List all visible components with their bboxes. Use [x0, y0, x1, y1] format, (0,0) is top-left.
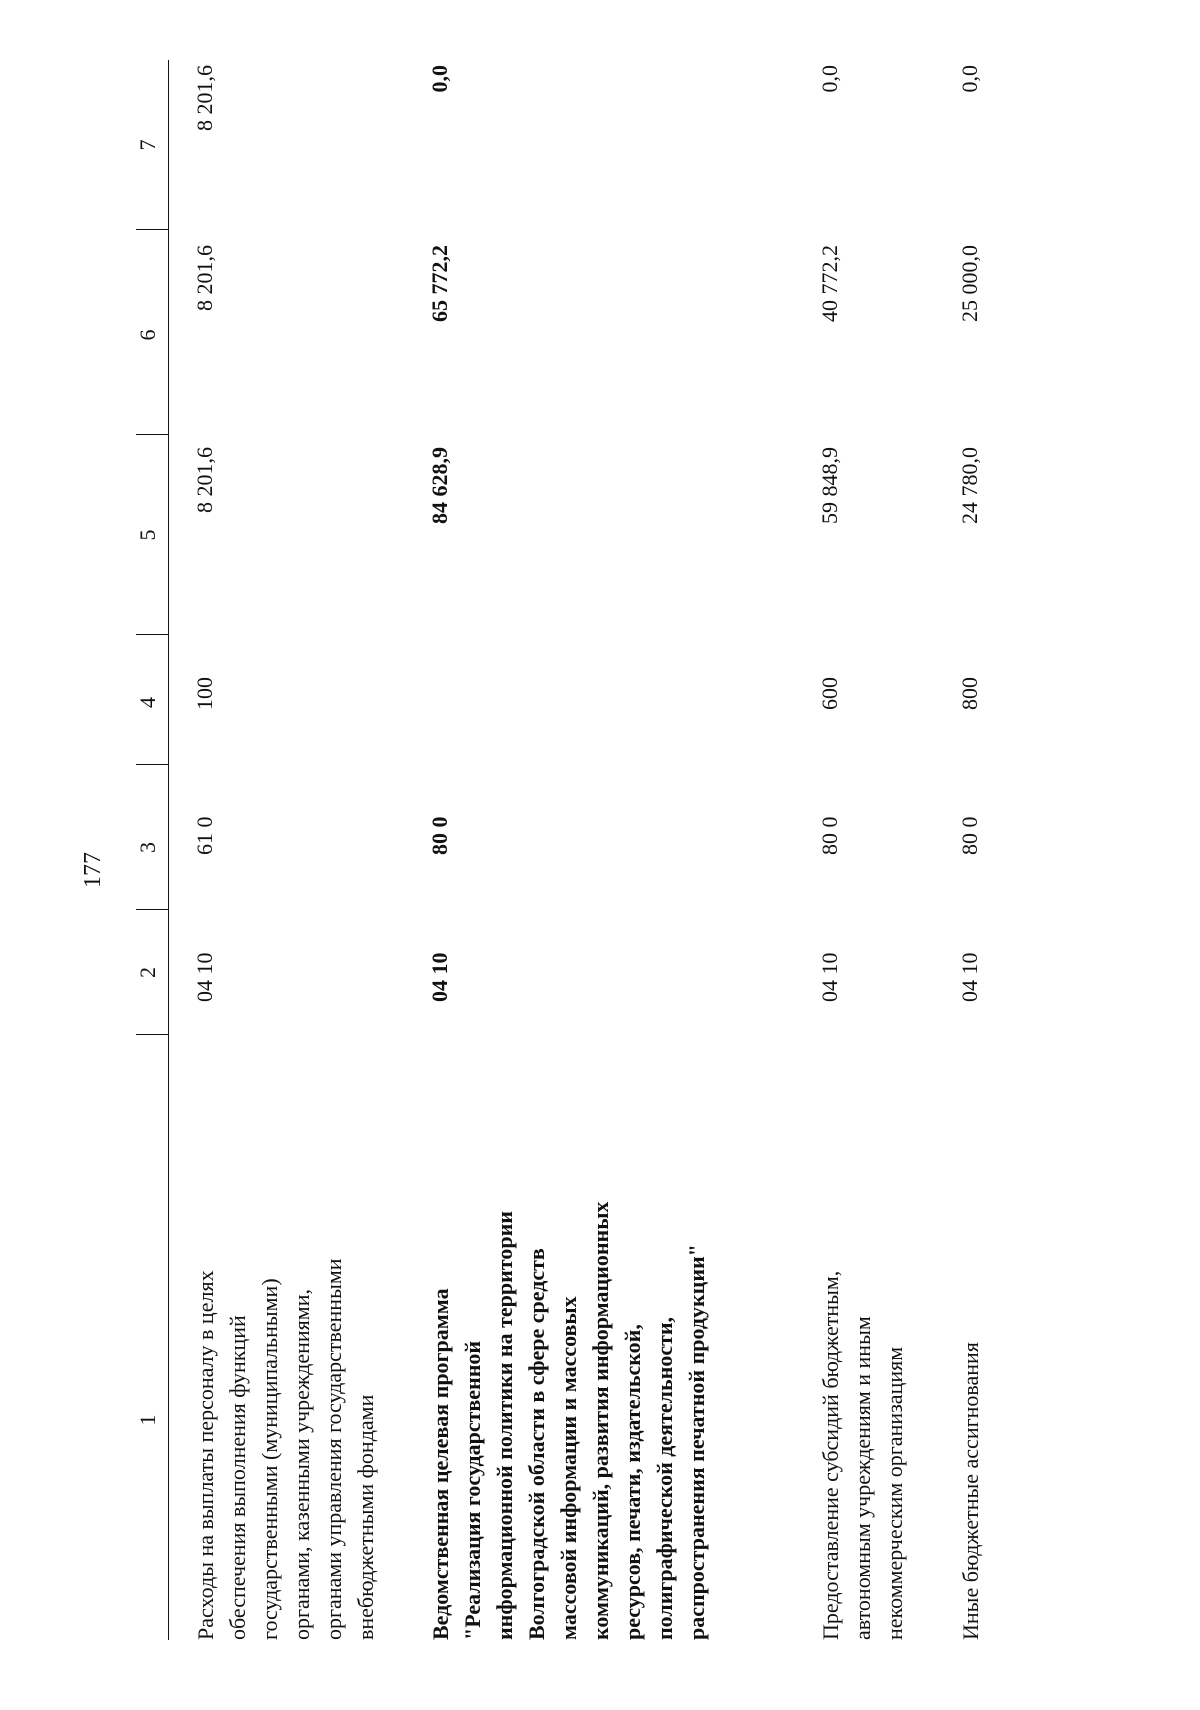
header-col-7: 7 [135, 139, 160, 151]
header-col-3: 3 [135, 842, 160, 853]
row-2-value-7: 0,0 [427, 65, 452, 93]
row-4-name: Иные бюджетные ассигнования [958, 1342, 983, 1640]
row-1-section: 04 10 [192, 952, 217, 1002]
row-4-target: 80 0 [957, 816, 982, 855]
row-4-value-7: 0,0 [957, 65, 982, 93]
row-3-section: 04 10 [817, 952, 842, 1002]
header-col-6: 6 [135, 329, 160, 341]
header-col-2: 2 [135, 967, 160, 978]
row-3-expense-type: 600 [817, 677, 842, 710]
header-col-1: 1 [135, 1414, 160, 1426]
row-4-expense-type: 800 [957, 677, 982, 710]
row-4-value-5: 24 780,0 [957, 447, 982, 524]
row-4-value-6: 25 000,0 [957, 245, 982, 322]
row-2-value-6: 65 772,2 [427, 245, 452, 322]
header-col-4: 4 [135, 697, 160, 708]
row-1-target: 61 0 [192, 816, 217, 855]
row-2-target: 80 0 [427, 816, 452, 855]
page-number: 177 [80, 852, 106, 888]
row-3-target: 80 0 [817, 816, 842, 855]
header-rule [168, 60, 169, 1640]
header-col-5: 5 [135, 529, 160, 541]
row-3-name: Предоставление субсидий бюджетным, автономным учреждениям и иным некоммерческим организациям [818, 1270, 907, 1640]
row-2-name: Ведомственная целевая программа "Реализация государственной информационной политики на территории Волгоградской области в сфере средств массовой информации и массовых коммуникаций, развития информационных ресурсов, печати, издательской, полиграфической деятельности, распространения печатной продукции" [428, 1201, 709, 1640]
row-2-value-5: 84 628,9 [427, 447, 452, 524]
row-1-expense-type: 100 [192, 677, 217, 710]
row-1-value-6: 8 201,6 [192, 245, 217, 311]
row-1-value-5: 8 201,6 [192, 447, 217, 513]
row-1-name: Расходы на выплаты персоналу в целях обеспечения выполнения функций государственными (муниципальными) органами, казенными учреждениями, органами управления государственными внебюджетными фондами [193, 1258, 378, 1640]
row-1-value-7: 8 201,6 [192, 65, 217, 131]
row-4-section: 04 10 [957, 952, 982, 1002]
row-3-value-5: 59 848,9 [817, 447, 842, 524]
row-3-value-7: 0,0 [817, 65, 842, 93]
row-2-section: 04 10 [427, 952, 452, 1002]
row-3-value-6: 40 772,2 [817, 245, 842, 322]
